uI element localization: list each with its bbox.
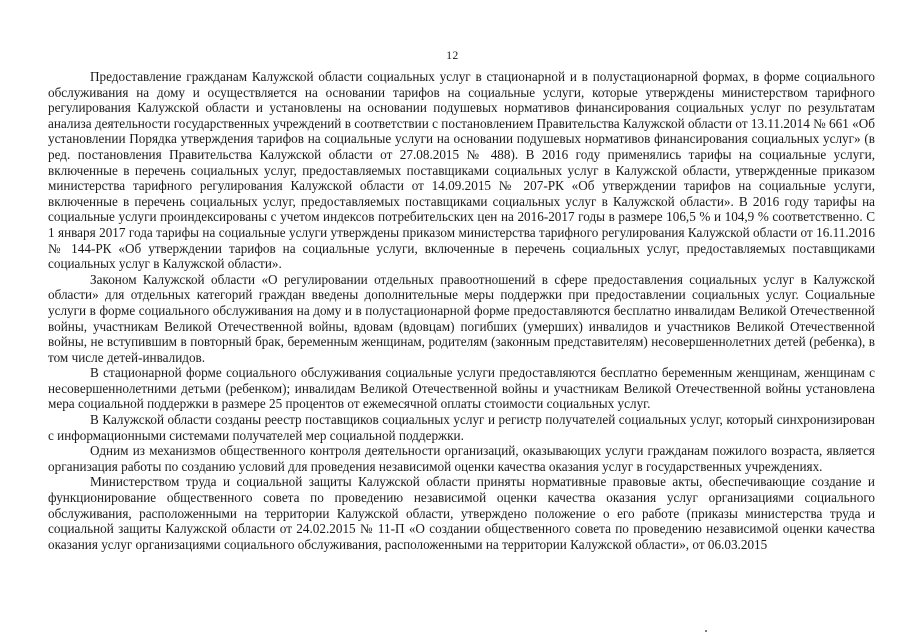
paragraph-public-control: Одним из механизмов общественного контроля деятельности организаций, оказывающих услуги гражданам пожилого возраста, является организация работы по созданию условий для проведения независимой оценки качества оказания услуг в государственных учреждениях. bbox=[48, 443, 875, 474]
paragraph-additional-support: Законом Калужской области «О регулировании отдельных правоотношений в сфере предоставления социальных услуг в Калужской области» для отдельных категорий граждан введены дополнительные меры поддержки при предоставлении социальных услуг. Социальные услуги в форме социального обслуживания на дому и в полустационарной форме предоставляются бесплатно инвалидам Великой Отечественной войны, участникам Великой Отечественной войны, вдовам (вдовцам) погибших (умерших) инвалидов и участников Великой Отечественной войны, не вступившим в повторный брак, беременным женщинам, родителям (законным представителям) несовершеннолетних детей (ребенка), в том числе детей-инвалидов. bbox=[48, 271, 875, 365]
body-text bbox=[48, 69, 875, 552]
page-number: 12 bbox=[446, 50, 459, 62]
paragraph-registry: В Калужской области созданы реестр поставщиков социальных услуг и регистр получателей социальных услуг, который синхронизирован с информационными системами получателей мер социальной поддержки. bbox=[48, 412, 875, 443]
paragraph-ministry-acts: Министерством труда и социальной защиты Калужской области приняты нормативные правовые акты, обеспечивающие создание и функционирование общественного совета по проведению независимой оценки качества оказания услуг организациями социального обслуживания, расположенными на территории Калужской области, утверждено положение о его работе (приказы министерства труда и социальной защиты Калужской области от 24.02.2015 № 11-П «О создании общественного совета по проведению независимой оценки качества оказания услуг организациями социального обслуживания, расположенными на территории Калужской области», от 06.03.2015 bbox=[48, 474, 875, 552]
paragraph-tariffs: Предоставление гражданам Калужской области социальных услуг в стационарной и в полустационарной формах, в форме социального обслуживания на дому и осуществляется на основании тарифов на социальные услуги, которые утверждены министерством тарифного регулирования Калужской области и установлены на основании подушевых нормативов финансирования социальных услуг по результатам анализа деятельности государственных учреждений в соответствии с постановлением Правительства Калужской области от 13.11.2014 № 661 «Об установлении Порядка утверждения тарифов на социальные услуги на основании подушевых нормативов финансирования социальных услуг» (в ред. постановления Правительства Калужской области от 27.08.2015 № 488). В 2016 году применялись тарифы на социальные услуги, включенные в перечень социальных услуг, предоставляемых поставщиками социальных услуг в Калужской области, утвержденные приказом министерства тарифного регулирования Калужской области от 14.09.2015 № 207-РК «Об утверждении тарифов на социальные услуги, включенные в перечень социальных услуг, предоставляемых поставщиками социальных услуг в Калужской области». В 2016 году тарифы на социальные услуги проиндексированы с учетом индексов потребительских цен на 2016-2017 годы в размере 106,5 % и 104,9 % соответственно. С 1 января 2017 года тарифы на социальные услуги утверждены приказом министерства тарифного регулирования Калужской области от 16.11.2016 № 144-РК «Об утверждении тарифов на социальные услуги, включенные в перечень социальных услуг, предоставляемых поставщиками социальных услуг в Калужской области». bbox=[48, 69, 875, 272]
scan-speck bbox=[705, 630, 707, 632]
paragraph-stationary-form: В стационарной форме социального обслуживания социальные услуги предоставляются бесплатно беременным женщинам, женщинам с несовершеннолетними детьми (ребенком); инвалидам Великой Отечественной войны и участникам Великой Отечественной войны установлена мера социальной поддержки в размере 25 процентов от ежемесячной оплаты стоимости социальных услуг. bbox=[48, 365, 875, 412]
